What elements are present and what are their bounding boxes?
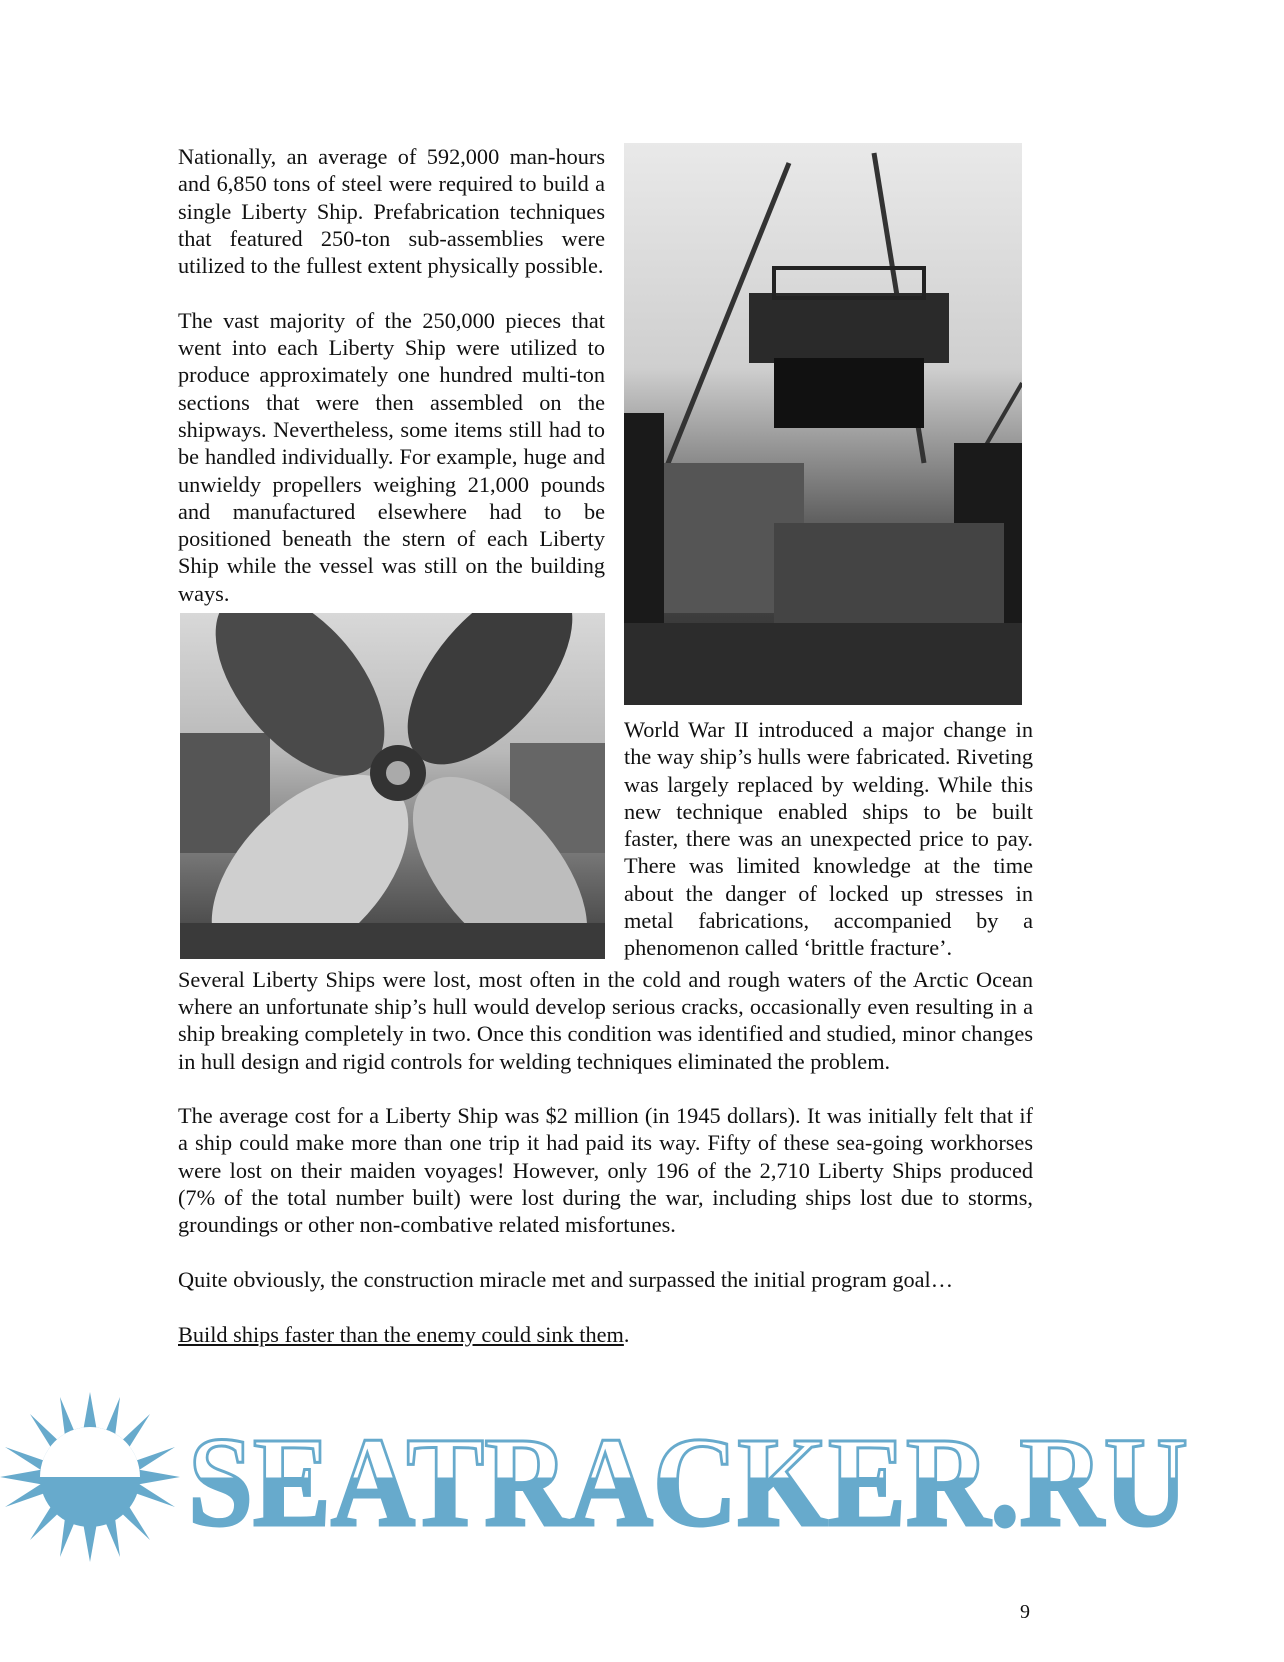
photo-propeller-with-workers	[180, 613, 605, 959]
page-number: 9	[1020, 1601, 1030, 1623]
svg-text:SEATRACKER.RU: SEATRACKER.RU	[188, 1420, 1188, 1535]
page-content	[178, 143, 1033, 1348]
left-column	[178, 143, 605, 959]
right-column	[624, 143, 1033, 962]
closing-period: .	[623, 1321, 630, 1347]
crane-photo-illustration	[624, 143, 1022, 705]
full-width-text	[178, 966, 1033, 1348]
watermark-seatracker-logo	[188, 1420, 1198, 1540]
paragraph: The vast majority of the 250,000 pieces that went into each Liberty Ship were utilized to produce approximately one hundred multi-ton sections that were then assembled on the shipways. Nevertheless, some items still had to be handled individually. For example, huge and unwieldy propellers weighing 21,000 pounds and manufactured elsewhere had to be positioned beneath the stern of each Liberty Ship while the vessel was still on the building ways.	[178, 307, 605, 606]
paragraph: The average cost for a Liberty Ship was $2 million (in 1945 dollars). It was initially felt that if a ship could make more than one trip it had paid its way. Fifty of these sea-going workhorses were lost on their maiden voyages! However, only 196 of the 2,710 Liberty Ships produced (7% of the total number built) were lost during the war, including ships lost due to storms, groundings or other non-combative related misfortunes.	[178, 1103, 1033, 1238]
closing-underlined: Build ships faster than the enemy could sink them	[178, 1321, 624, 1347]
closing-line	[178, 1321, 1033, 1348]
paragraph: Quite obviously, the construction miracle met and surpassed the initial program goal…	[178, 1266, 954, 1292]
right-column-text	[624, 716, 1033, 962]
paragraph: World War II introduced a major change in the way ship’s hulls were fabricated. Riveting was largely replaced by welding. While this new technique enabled ships to be built faster, there was an unexpected price to pay. There was limited knowledge at the time about the danger of locked up stresses in metal fabrications, accompanied by a phenomenon called ‘brittle fracture’.	[624, 717, 1033, 961]
watermark-sun-icon	[0, 1392, 180, 1567]
photo-crane-lifting-hull-section	[624, 143, 1022, 705]
two-column-section	[178, 143, 1033, 962]
left-column-text	[178, 143, 605, 607]
paragraph: Several Liberty Ships were lost, most often in the cold and rough waters of the Arctic Ocean where an unfortunate ship’s hull would develop serious cracks, occasionally even resulting in a ship breaking completely in two. Once this condition was identified and studied, minor changes in hull design and rigid controls for welding techniques eliminated the problem.	[178, 966, 1033, 1074]
paragraph: Nationally, an average of 592,000 man-hours and 6,850 tons of steel were required to build a single Liberty Ship. Prefabrication techniques that featured 250-ton sub-assemblies were utilized to the fullest extent physically possible.	[178, 144, 605, 279]
propeller-photo-illustration	[180, 613, 605, 959]
